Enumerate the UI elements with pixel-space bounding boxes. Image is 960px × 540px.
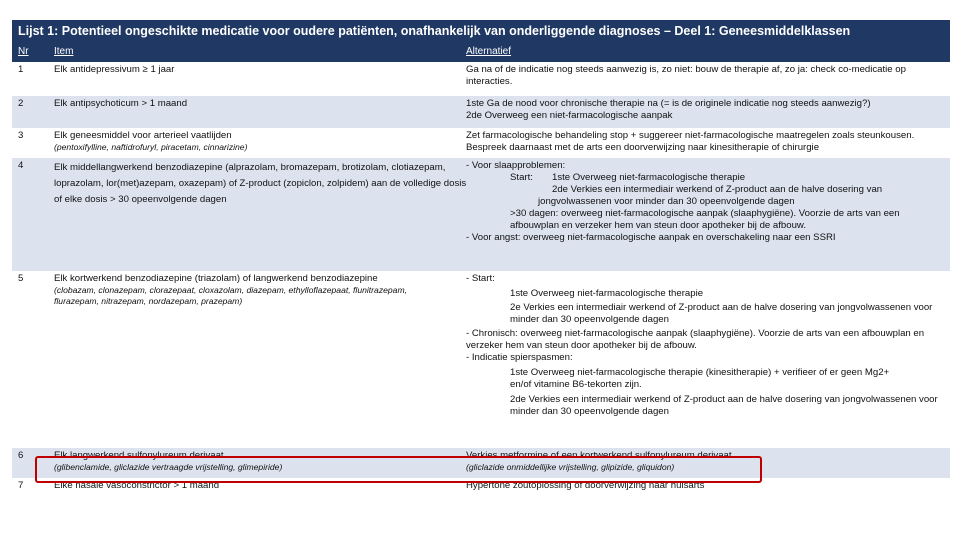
row-alternative: Hypertone zoutoplossing of doorverwijzing naar huisarts	[466, 480, 705, 491]
table-row	[12, 271, 950, 448]
row-alternative: - Start: 1ste Overweeg niet-farmacologische therapie 2e Verkies een intermediair werkend of Z-product aan de halve dosering van jongvolwassenen voor minder dan 30 opeenvolgende dagen - Chronisch: overweeg niet-farmacologische aanpak (slaaphygiëne). Voorzie de arts van een afbouwplan en verzeker hem van steun door apotheker bij de afbouw. - Indicatie spierspasmen: 1ste Overweeg niet-farmacologische therapie (kinesitherapie) + verifieer of er geen Mg2+ en/of vitamine B6-tekorten zijn. 2de Verkies een intermediair werkend of Z-product aan de halve dosering van jongvolwassenen voor minder dan 30 opeenvolgende dagen	[466, 273, 938, 417]
table-row	[12, 96, 950, 128]
row-number: 6	[18, 450, 24, 461]
column-header-item: Item	[54, 46, 74, 57]
column-header-alternatief: Alternatief	[466, 46, 512, 57]
table-row	[12, 158, 950, 271]
row-number: 2	[18, 98, 24, 109]
row-alternative: 1ste Ga de nood voor chronische therapie na (= is de originele indicatie nog steeds aanwezig?) 2de Overweeg een niet-farmacologische aanpak	[466, 98, 871, 121]
table-title: Lijst 1: Potentieel ongeschikte medicatie voor oudere patiënten, onafhankelijk van onderliggende diagnoses – Deel 1: Geneesmiddelklassen	[12, 20, 950, 42]
row-item: Elke nasale vasoconstrictor > 1 maand	[54, 480, 220, 491]
row-item: Elk middellangwerkend benzodiazepine (alprazolam, bromazepam, brotizolam, clotiazepam, loprazolam, lor(met)azepam, oxazepam) of Z-product (zopiclon, zolpidem) aan de volledige dosis of elke dosis > 30 opeenvolgende dagen	[54, 162, 467, 205]
row-number: 4	[18, 160, 24, 171]
table-row	[12, 128, 950, 158]
table-header	[12, 42, 950, 62]
row-item: Elk geneesmiddel voor arterieel vaatlijden (pentoxifylline, naftidrofuryl, piracetam, cinnarizine)	[54, 130, 248, 152]
highlight-annotation-box	[35, 456, 762, 483]
row-item: Elk kortwerkend benzodiazepine (triazolam) of langwerkend benzodiazepine (clobazam, clonazepam, clorazepaat, cloxazolam, diazepam, ethylloflazepaat, flunitrazepam, flurazepam, nitrazepam, nordazepam, prazepam)	[54, 273, 408, 306]
row-item: Elk antidepressivum ≥ 1 jaar	[54, 64, 175, 75]
row-alternative: Zet farmacologische behandeling stop + suggereer niet-farmacologische maatregelen zoals steunkousen. Bespreek daarnaast met de arts een doorverwijzing naar kinesitherapie of chirurgie	[466, 130, 915, 153]
row-item: Elk langwerkend sulfonylureum derivaat (glibenclamide, gliclazide vertraagde vrijstelling, glimepiride)	[54, 450, 283, 472]
row-item: Elk antipsychoticum > 1 maand	[54, 98, 188, 109]
row-alternative: - Voor slaapproblemen: Start: 1ste Overweeg niet-farmacologische therapie 2de Verkies een intermediair werkend of Z-product aan de halve dosering van jongvolwassenen voor minder dan 30 opeenvolgende dagen >30 dagen: overweeg niet-farmacologische aanpak (slaaphygiëne). Voorzie de arts van een afbouwplan en verzeker hem van steun door apotheker bij de afbouw. - Voor angst: overweeg niet-farmacologische aanpak en overschakeling naar een SSRI	[466, 160, 900, 243]
column-header-nr: Nr	[18, 46, 29, 57]
row-number: 3	[18, 130, 24, 141]
row-alternative: Ga na of de indicatie nog steeds aanwezig is, zo niet: bouw de therapie af, zo ja: check co-medicatie op interacties.	[466, 64, 906, 87]
row-number: 5	[18, 273, 24, 284]
row-alternative: Verkies metformine of een kortwerkend sulfonylureum derivaat (gliclazide onmiddellijke vrijstelling, glipizide, gliquidon)	[466, 450, 732, 472]
row-number: 7	[18, 480, 24, 491]
table-row	[12, 62, 950, 96]
row-number: 1	[18, 64, 24, 75]
document	[12, 20, 950, 496]
